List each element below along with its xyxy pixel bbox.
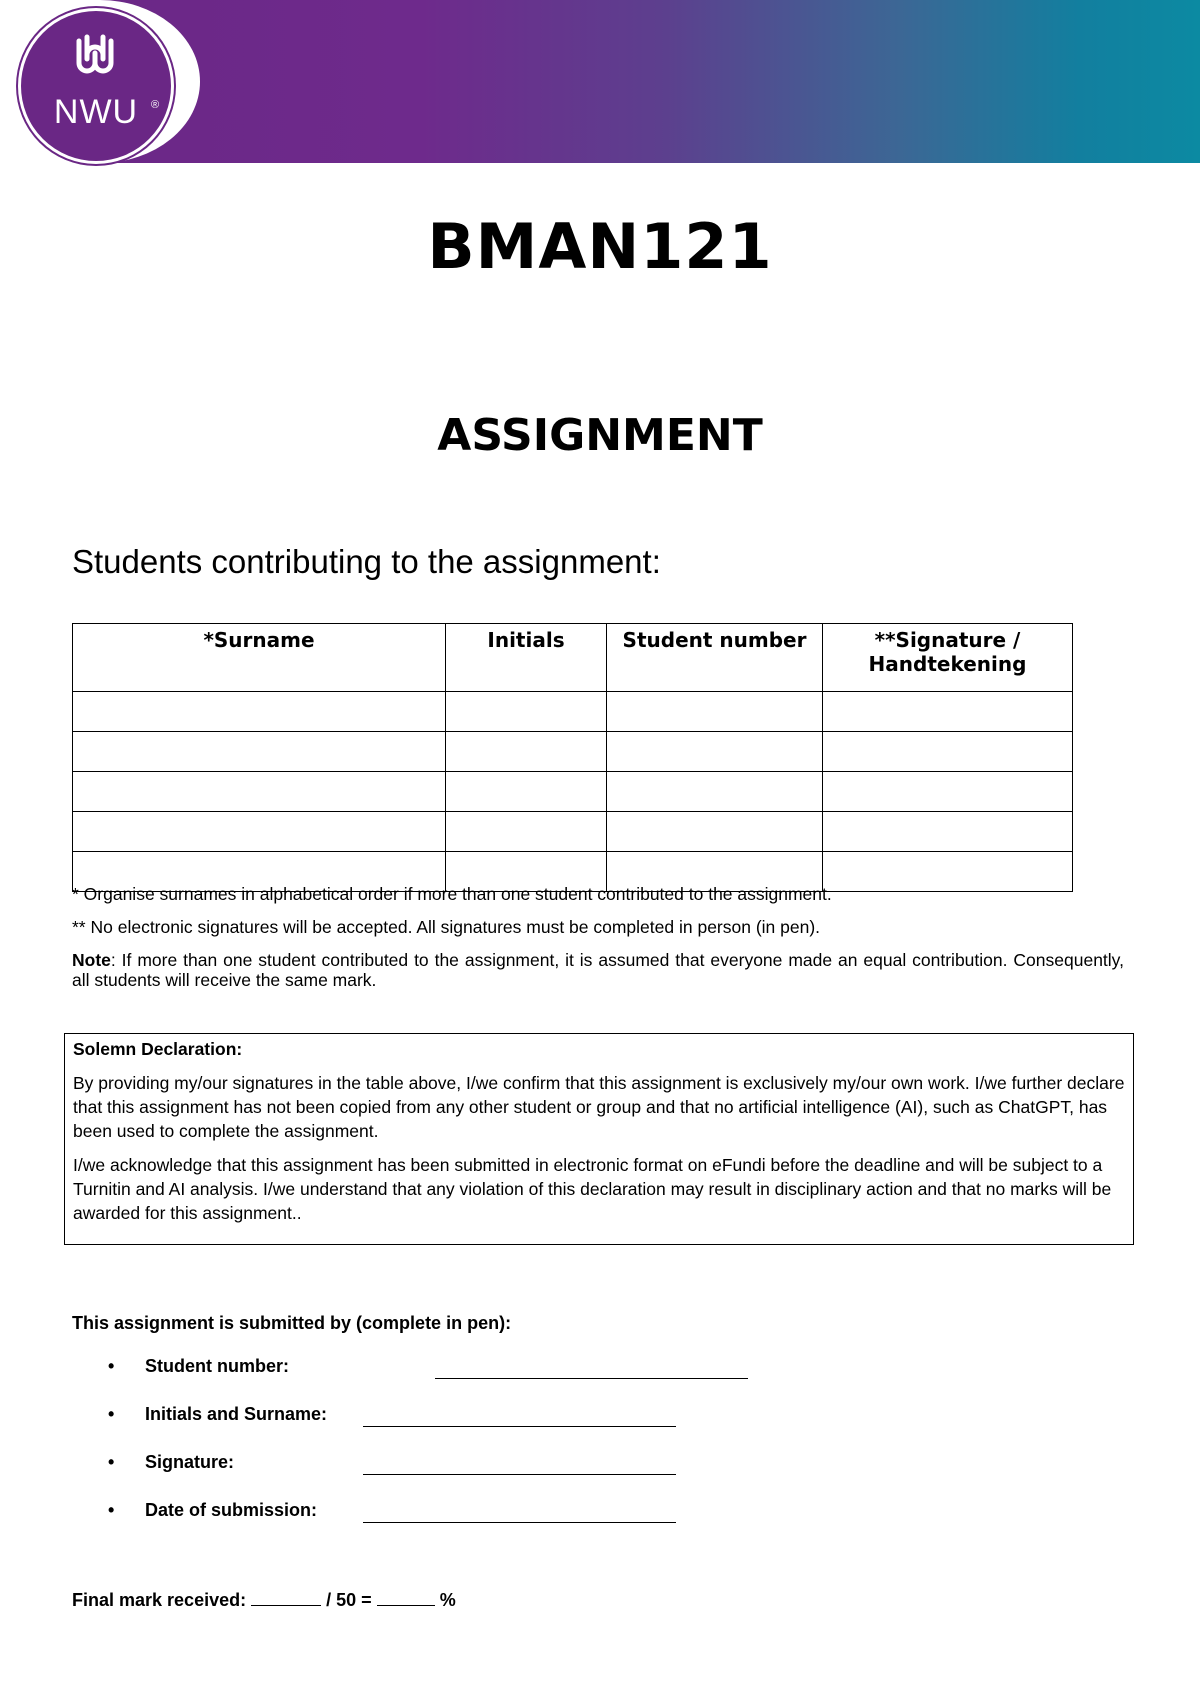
nwu-logo (18, 8, 174, 164)
signature-cell[interactable] (823, 692, 1073, 732)
field-label: Initials and Surname: (145, 1404, 328, 1424)
table-row (73, 812, 1073, 852)
surname-cell[interactable] (73, 692, 446, 732)
declaration-paragraph-2: I/we acknowledge that this assignment has been submitted in electronic format on eFundi before the deadline and will be subject to a Turnitin and AI analysis. I/we understand that any violation of this declaration may result in disciplinary action and that no marks will be awarded for this assignment.. (73, 1155, 1112, 1223)
out-of-text: / 50 = (326, 1590, 372, 1610)
surname-note: * Organise surnames in alphabetical order if more than one student contributed to the assignment. (72, 884, 832, 904)
bullet: • (108, 1452, 115, 1472)
header-surname: *Surname (73, 624, 446, 692)
surname-cell[interactable] (73, 772, 446, 812)
student-number-line[interactable] (435, 1378, 748, 1379)
initials-cell[interactable] (446, 692, 607, 732)
field-label: Date of submission: (145, 1500, 318, 1520)
bullet: • (108, 1356, 115, 1376)
date-line[interactable] (363, 1522, 676, 1523)
declaration-title: Solemn Declaration: (73, 1039, 243, 1059)
submission-heading: This assignment is submitted by (complete in pen): (72, 1313, 512, 1333)
signature-cell[interactable] (823, 732, 1073, 772)
header-initials: Initials (446, 624, 607, 692)
percent-sign: % (439, 1590, 456, 1610)
surname-cell[interactable] (73, 812, 446, 852)
submission-field-initials-surname (0, 1404, 1200, 1434)
table-row (73, 692, 1073, 732)
submission-field-student-number (0, 1356, 1200, 1386)
header-signature: **Signature / Handtekening (823, 624, 1073, 692)
note-text: : If more than one student contributed to the assignment, it is assumed that everyone made an equal contribution. Consequently, all students will receive the same mark. (72, 950, 1124, 990)
table-row (73, 772, 1073, 812)
surname-cell[interactable] (73, 732, 446, 772)
initials-cell[interactable] (446, 812, 607, 852)
nwu-emblem-icon (73, 33, 119, 81)
students-table (72, 623, 1073, 892)
logo-text: NWU (53, 93, 139, 131)
bullet: • (108, 1404, 115, 1424)
course-code: BMAN121 (427, 210, 773, 283)
percent-blank[interactable] (377, 1605, 435, 1606)
submission-field-signature (0, 1452, 1200, 1482)
note-label: Note (72, 950, 111, 970)
signature-note: ** No electronic signatures will be accepted. All signatures must be completed in person (in pen). (72, 917, 821, 937)
field-label: Signature: (145, 1452, 235, 1472)
table-row (73, 732, 1073, 772)
solemn-declaration-box (64, 1033, 1134, 1245)
signature-line[interactable] (363, 1474, 676, 1475)
header-student-number: Student number (607, 624, 823, 692)
student-number-cell[interactable] (607, 812, 823, 852)
field-label: Student number: (145, 1356, 289, 1376)
signature-cell[interactable] (823, 812, 1073, 852)
registered-mark: ® (151, 99, 160, 111)
document-type-title: ASSIGNMENT (437, 410, 763, 461)
equal-contribution-note (72, 950, 1124, 990)
signature-cell[interactable] (823, 852, 1073, 892)
student-number-cell[interactable] (607, 772, 823, 812)
students-heading: Students contributing to the assignment: (72, 543, 661, 580)
mark-blank[interactable] (251, 1605, 321, 1606)
signature-cell[interactable] (823, 772, 1073, 812)
final-mark (72, 1590, 456, 1611)
declaration-paragraph-1: By providing my/our signatures in the table above, I/we confirm that this assignment is exclusively my/our own work. I/we further declare that this assignment has not been copied from any other student or group and that no artificial intelligence (AI), such as ChatGPT, has been used to complete the assignment. (73, 1073, 1125, 1141)
bullet: • (108, 1500, 115, 1520)
initials-cell[interactable] (446, 732, 607, 772)
initials-cell[interactable] (446, 772, 607, 812)
student-number-cell[interactable] (607, 732, 823, 772)
initials-surname-line[interactable] (363, 1426, 676, 1427)
final-mark-label: Final mark received: (72, 1590, 247, 1610)
table-header-row (73, 624, 1073, 692)
submission-field-date (0, 1500, 1200, 1530)
student-number-cell[interactable] (607, 692, 823, 732)
